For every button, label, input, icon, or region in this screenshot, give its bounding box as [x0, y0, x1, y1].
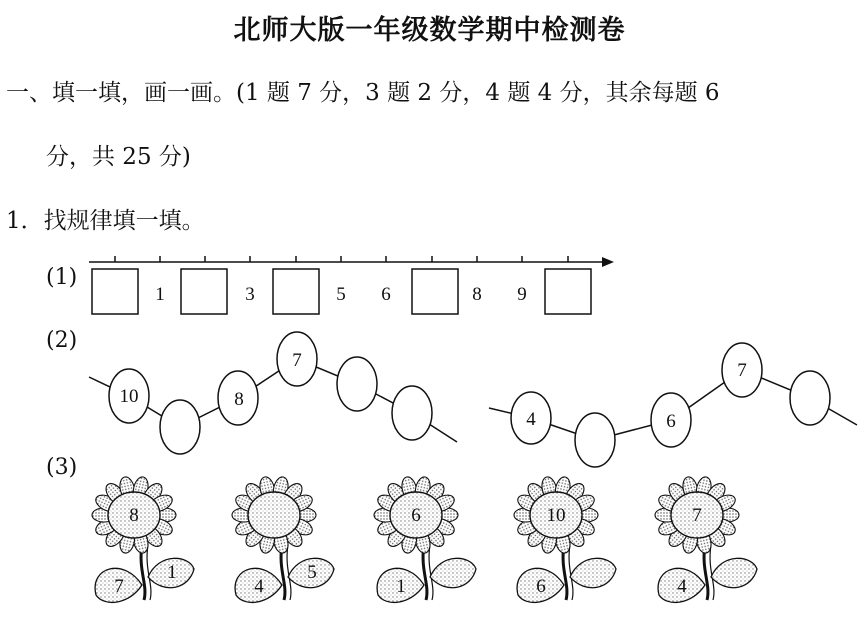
number-label: 8	[472, 284, 482, 305]
flower-row	[92, 475, 757, 602]
answer-box[interactable]	[181, 269, 227, 314]
number-label: 9	[517, 284, 527, 305]
flower-center[interactable]	[248, 492, 300, 538]
flower-center-number: 10	[546, 505, 566, 526]
sunflower	[92, 475, 194, 602]
bead-number: 7	[737, 360, 747, 381]
right-leaf[interactable]	[570, 558, 616, 587]
right-leaf[interactable]	[711, 558, 757, 587]
bead-number: 4	[526, 409, 536, 430]
answer-bead[interactable]	[575, 413, 615, 467]
answer-box[interactable]	[545, 269, 591, 314]
answer-bead[interactable]	[337, 357, 377, 411]
right-leaf-number: 1	[167, 562, 177, 583]
bead-number: 6	[666, 411, 676, 432]
answer-box[interactable]	[92, 269, 138, 314]
bead-number: 10	[119, 386, 139, 407]
answer-bead[interactable]	[790, 371, 830, 425]
left-leaf-number: 4	[254, 576, 264, 597]
left-leaf-number: 7	[114, 576, 124, 597]
section-heading-line1: 一、填一填，画一画。(1 题 7 分，3 题 2 分，4 题 4 分，其余每题 6	[6, 80, 720, 106]
answer-bead[interactable]	[392, 386, 432, 440]
answer-box[interactable]	[412, 269, 458, 314]
left-leaf-number: 6	[536, 576, 546, 597]
right-leaf-number: 5	[307, 562, 317, 583]
part-2-label: (2)	[46, 328, 78, 353]
answer-box[interactable]	[273, 269, 319, 314]
number-label: 5	[336, 284, 346, 305]
sunflower	[374, 475, 476, 602]
sunflower	[514, 475, 616, 602]
flower-center-number: 7	[692, 505, 702, 526]
number-label: 6	[381, 284, 391, 305]
number-line	[89, 256, 614, 314]
part-3-label: (3)	[46, 455, 78, 480]
question-1-label: 1．找规律填一填。	[6, 208, 205, 234]
bead-number: 8	[234, 389, 244, 410]
flower-center-number: 8	[129, 505, 139, 526]
left-leaf-number: 1	[396, 576, 406, 597]
bead-number: 7	[292, 350, 302, 371]
bead-chain-left	[89, 332, 457, 454]
number-label: 3	[245, 284, 255, 305]
section-heading-line2: 分，共 25 分)	[46, 144, 191, 170]
right-leaf[interactable]	[430, 558, 476, 587]
answer-bead[interactable]	[160, 400, 200, 454]
flower-center-number: 6	[411, 505, 421, 526]
sunflower	[232, 475, 334, 602]
part-1-label: (1)	[46, 265, 78, 290]
number-label: 1	[155, 284, 165, 305]
sunflower	[655, 475, 757, 602]
page-title: 北师大版一年级数学期中检测卷	[233, 15, 626, 46]
bead-chain-right	[489, 343, 857, 467]
left-leaf-number: 4	[677, 576, 687, 597]
